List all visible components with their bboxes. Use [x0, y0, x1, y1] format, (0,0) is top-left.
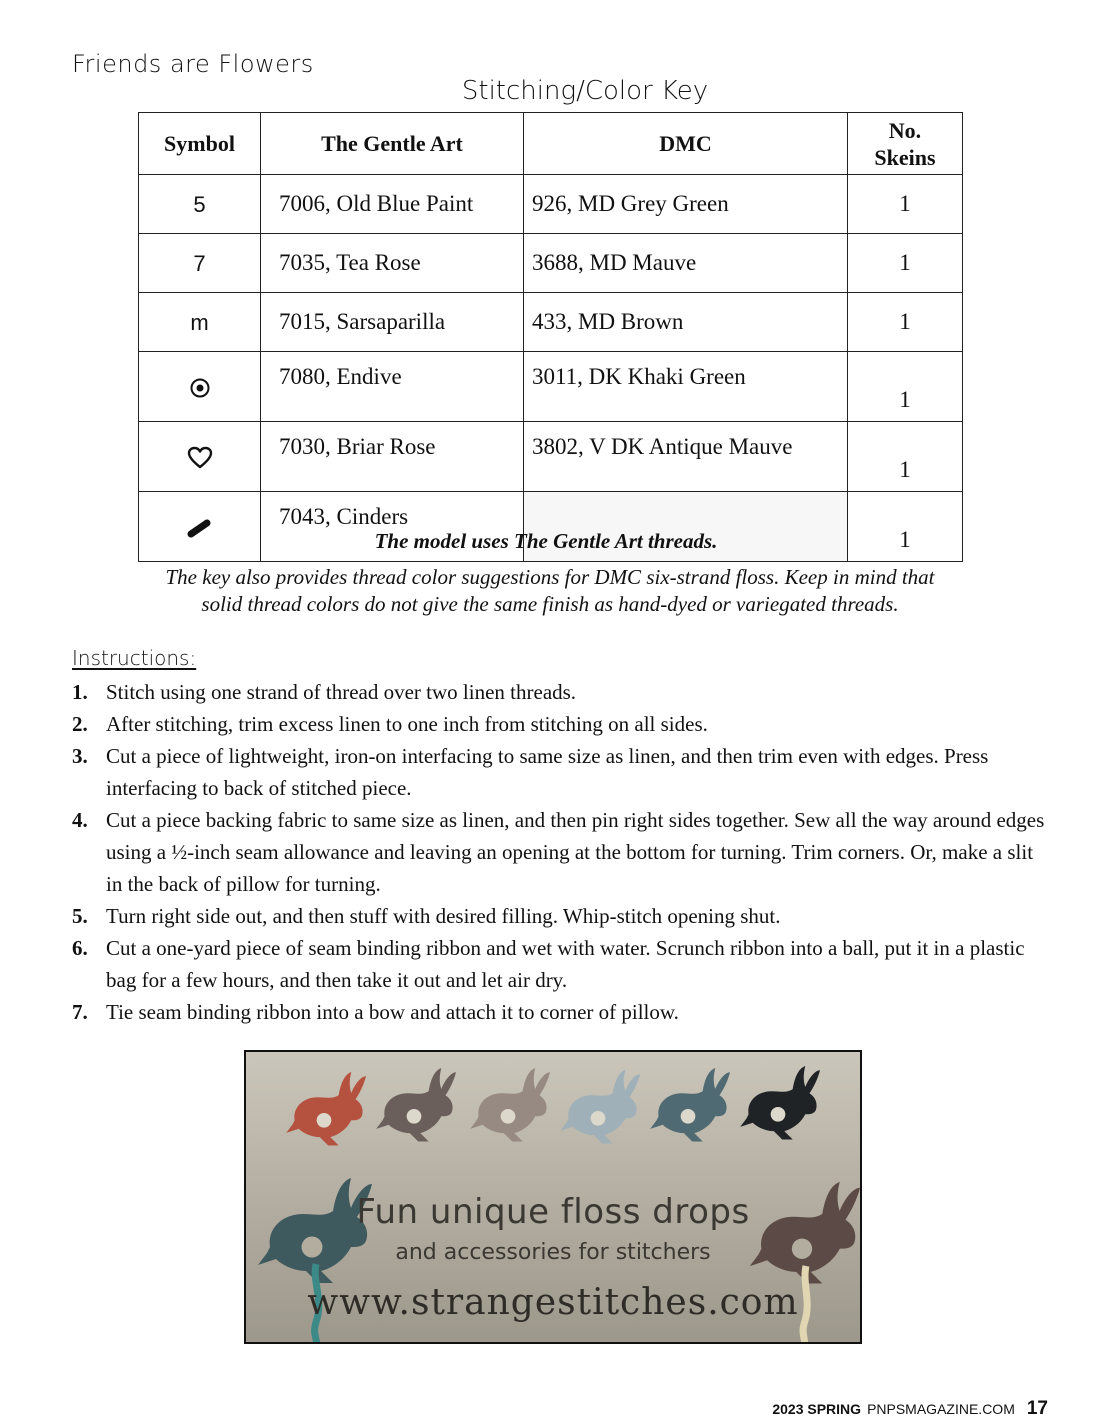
symbol-cell	[139, 175, 261, 234]
ad-headline: Fun unique floss drops	[356, 1192, 750, 1232]
step-number: 6.	[72, 936, 88, 960]
symbol-cell	[139, 422, 261, 492]
step-number: 1.	[72, 680, 88, 704]
color-key-table	[138, 112, 963, 562]
model-note: The model uses The Gentle Art threads.	[374, 529, 718, 553]
key-title: Stitching/Color Key	[461, 76, 709, 106]
ad-subline: and accessories for stitchers	[395, 1240, 711, 1265]
dmc-cell: 433, MD Brown	[524, 293, 848, 352]
page-footer	[772, 1398, 1048, 1420]
list-item	[72, 900, 1052, 932]
ad-website-link[interactable]: www.strangestitches.com	[307, 1282, 799, 1323]
column-header: DMC	[524, 113, 848, 175]
step-text: Turn right side out, and then stuff with desired filling. Whip-stitch opening shut.	[106, 904, 781, 928]
bunny-drop	[740, 1066, 820, 1140]
heart-outline-icon	[187, 446, 213, 470]
step-text: After stitching, trim excess linen to one inch from stitching on all sides.	[106, 712, 708, 736]
bunny-drop	[650, 1068, 730, 1142]
skeins-cell: 1	[848, 422, 963, 492]
step-text: Cut a one-yard piece of seam binding ribbon and wet with water. Scrunch ribbon into a ball, put it in a plastic bag for a few hours, and then take it out and let air dry.	[106, 936, 1025, 992]
dmc-cell: 3011, DK Khaki Green	[524, 352, 848, 422]
bunny-drop	[470, 1068, 550, 1142]
list-item	[72, 676, 1052, 708]
footer-site: PNPSMAGAZINE.COM	[867, 1401, 1015, 1417]
step-number: 2.	[72, 712, 88, 736]
step-text: Stitch using one strand of thread over two linen threads.	[106, 680, 577, 704]
gentle-art-cell: 7080, Endive	[261, 352, 524, 422]
step-text: Cut a piece of lightweight, iron-on interfacing to same size as linen, and then trim even with edges. Press interfacing to back of stitched piece.	[106, 744, 989, 800]
dmc-cell: 3802, V DK Antique Mauve	[524, 422, 848, 492]
bunny-drop	[376, 1068, 456, 1142]
instructions-list	[72, 676, 1052, 1028]
step-text: Tie seam binding ribbon into a bow and attach it to corner of pillow.	[106, 1000, 679, 1024]
table-row	[139, 234, 963, 293]
skeins-cell: 1	[848, 352, 963, 422]
step-number: 7.	[72, 1000, 88, 1024]
step-number: 3.	[72, 744, 88, 768]
step-number: 4.	[72, 808, 88, 832]
gentle-art-cell: 7015, Sarsaparilla	[261, 293, 524, 352]
step-text: Cut a piece backing fabric to same size as linen, and then pin right sides together. Sew all the way around edges using a ½-inch seam allowance and leaving an opening at the bottom for turning. Trim corners. Or, make a slit in the back of pillow for turning.	[106, 808, 1045, 896]
list-item	[72, 740, 1052, 804]
suggestion-note: The key also provides thread color suggestions for DMC six-strand floss. Keep in mind that solid thread colors do not give the same finish as hand-dyed or variegated threads.	[165, 565, 935, 616]
symbol-text: m	[190, 309, 209, 335]
symbol-cell	[139, 234, 261, 293]
gentle-art-cell: 7043, Cinders	[261, 492, 524, 562]
instructions-heading: Instructions:	[72, 646, 197, 670]
table-row	[139, 293, 963, 352]
advertisement-banner[interactable]	[244, 1050, 862, 1344]
bunny-drop	[286, 1072, 366, 1146]
symbol-cell	[139, 293, 261, 352]
list-item	[72, 708, 1052, 740]
column-header: Symbol	[139, 113, 261, 175]
skeins-cell: 1	[848, 492, 963, 562]
footer-season: 2023 SPRING	[772, 1401, 862, 1417]
step-number: 5.	[72, 904, 88, 928]
table-header-row	[139, 113, 963, 175]
symbol-cell	[139, 352, 261, 422]
gentle-art-cell: 7030, Briar Rose	[261, 422, 524, 492]
dmc-cell: 3688, MD Mauve	[524, 234, 848, 293]
table-row	[139, 352, 963, 422]
symbol-text: 5	[193, 191, 206, 217]
skeins-cell: 1	[848, 234, 963, 293]
bunny-drop	[560, 1070, 640, 1144]
gentle-art-cell: 7035, Tea Rose	[261, 234, 524, 293]
table-row	[139, 422, 963, 492]
pattern-title: Friends are Flowers	[72, 50, 314, 78]
symbol-text: 7	[193, 250, 206, 276]
page-number: 17	[1026, 1398, 1048, 1419]
column-header: No. Skeins	[848, 113, 963, 175]
column-header: The Gentle Art	[261, 113, 524, 175]
gentle-art-cell: 7006, Old Blue Paint	[261, 175, 524, 234]
list-item	[72, 996, 1052, 1028]
list-item	[72, 804, 1052, 900]
list-item	[72, 932, 1052, 996]
dmc-cell: 926, MD Grey Green	[524, 175, 848, 234]
dot-circle-icon	[189, 377, 211, 399]
skeins-cell: 1	[848, 293, 963, 352]
table-row	[139, 175, 963, 234]
skeins-cell: 1	[848, 175, 963, 234]
